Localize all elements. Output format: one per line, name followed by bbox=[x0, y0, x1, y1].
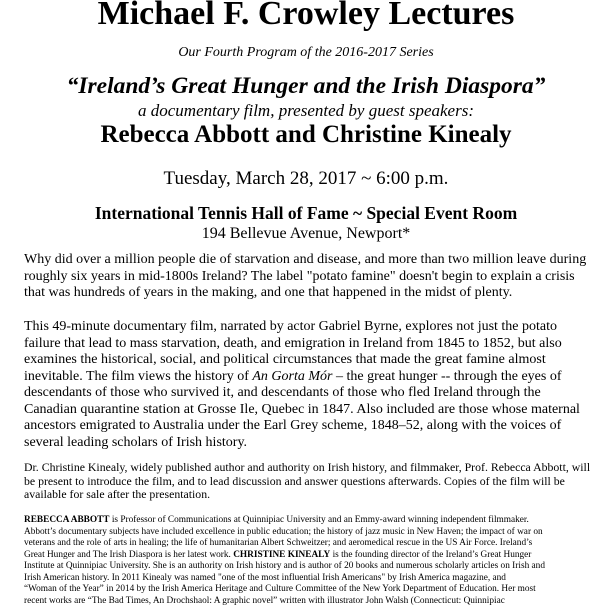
event-venue: International Tennis Hall of Fame ~ Special Event Room bbox=[94, 203, 518, 223]
film-description-paragraph bbox=[24, 319, 594, 451]
gaelic-term: An Gorta Mór bbox=[252, 368, 333, 384]
presenters-paragraph: Dr. Christine Kinealy, widely published author and authority on Irish history, and filmmaker, Prof. Rebecca Abbott, will be present to introduce the film, and to lead discussion and answer questions afterwards. Copies of the film will be available for sale after the presentation. bbox=[24, 460, 591, 502]
bio-kinealy-name: CHRISTINE KINEALY bbox=[233, 549, 331, 560]
film-subtitle: a documentary film, presented by guest speakers: bbox=[138, 101, 474, 120]
event-datetime: Tuesday, March 28, 2017 ~ 6:00 p.m. bbox=[163, 168, 449, 189]
film-title: “Ireland’s Great Hunger and the Irish Diaspora” bbox=[66, 73, 546, 99]
speakers-heading: Rebecca Abbott and Christine Kinealy bbox=[100, 121, 512, 148]
film-description-text-b: – the great hunger -- through the eyes of descendants of those who survived it, and descendants of those who fled Ireland through the Canadian quarantine station at Grosse Ile, Quebec in 1847. Also included are those whose maternal ancestors emigrated to Australia under the Earl Grey scheme, 1848–52, along with the voices of several leading scholars of Irish history. bbox=[24, 368, 580, 450]
bio-kinealy-text: is the founding director of the Ireland’s Great Hunger Institute at Quinnipiac University. She is an authority on Irish history and is author of 20 books and numerous scholarly articles on Irish and Irish American history. In 2011 Kinealy was named "one of the most influential Irish Americans" by Irish America magazine, and “Woman of the Year” in 2014 by the Irish America Heritage and Culture Committee of the New York Department of Education. Her most recent works are “The Bad Times, An Drochshaol: A graphic novel” written with illustrator John Walsh (Connecticut: Quinnipiac bbox=[24, 549, 545, 606]
series-title: Michael F. Crowley Lectures bbox=[97, 0, 515, 32]
series-subtitle: Our Fourth Program of the 2016-2017 Series bbox=[178, 45, 434, 60]
film-description-text-a: This 49-minute documentary film, narrated by actor Gabriel Byrne, explores not just the potato failure that lead to mass starvation, death, and emigration in Ireland from 1845 to 1852, but also examines the historical, social, and political circumstances that made the great famine almost inevitable. The film views the history of bbox=[24, 319, 562, 384]
speaker-bios bbox=[24, 515, 596, 607]
bio-abbott-name: REBECCA ABBOTT bbox=[24, 515, 110, 525]
event-address: 194 Bellevue Avenue, Newport* bbox=[201, 225, 411, 242]
intro-paragraph: Why did over a million people die of starvation and disease, and more than two million leave during roughly six years in mid-1800s Ireland? The label "potato famine" doesn't begin to explain a crisis that was hundreds of years in the making, and one that happened in the midst of plenty. bbox=[24, 252, 587, 300]
bio-abbott-text: is Professor of Communications at Quinnipiac University and an Emmy-award winning independent filmmaker. Abbott’s documentary subjects have included excellence in public education; the history of jazz music in New Haven; the impact of war on veterans and the role of arts in healing; the life of humanitarian Albert Schweitzer; and aeromedical rescue in the US Air Force. Ireland’s Great Hunger and The Irish Diaspora is her latest work. bbox=[24, 515, 543, 560]
